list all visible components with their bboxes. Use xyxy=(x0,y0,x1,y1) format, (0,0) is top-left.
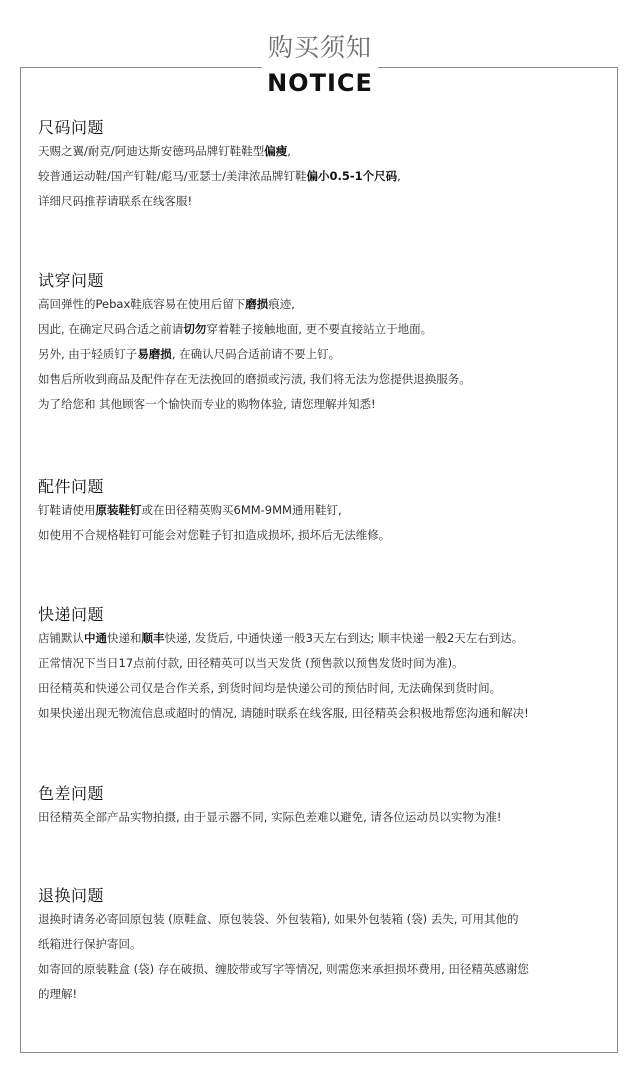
text-line: 因此, 在确定尺码合适之前请切勿穿着鞋子接触地面, 更不要直接站立于地面。 xyxy=(38,322,433,336)
section-heading: 色差问题 xyxy=(38,784,105,803)
text-line: 天赐之翼/耐克/阿迪达斯安德玛品牌钉鞋鞋型偏瘦, xyxy=(38,144,291,158)
text-line: 高回弹性的Pebax鞋底容易在使用后留下磨损痕迹, xyxy=(38,297,295,311)
section-size xyxy=(38,117,613,214)
text-line: 如使用不合规格鞋钉可能会对您鞋子钉扣造成损坏, 损坏后无法维修。 xyxy=(38,528,391,542)
text-line: 另外, 由于轻质钉子易磨损, 在确认尺码合适前请不要上钉。 xyxy=(38,347,341,361)
section-accessories xyxy=(38,476,613,548)
text-line: 正常情况下当日17点前付款, 田径精英可以当天发货 (预售款以预售发货时间为准)。 xyxy=(38,656,464,670)
section-shipping xyxy=(38,604,613,726)
text-line: 详细尺码推荐请联系在线客服! xyxy=(38,194,193,208)
text-line: 如果快递出现无物流信息或超时的情况, 请随时联系在线客服, 田径精英会积极地帮您沟通和解决! xyxy=(38,706,529,720)
text-line: 店铺默认中通快递和顺丰快递, 发货后, 中通快递一般3天左右到达; 顺丰快递一般2天左右到达。 xyxy=(38,631,524,645)
text-line: 退换时请务必寄回原包装 (原鞋盒、原包装袋、外包装箱), 如果外包装箱 (袋) 丢失, 可用其他的 xyxy=(38,912,519,926)
section-heading: 尺码问题 xyxy=(38,118,105,137)
section-heading: 快递问题 xyxy=(38,605,105,624)
text-line: 田径精英全部产品实物拍摄, 由于显示器不同, 实际色差难以避免, 请各位运动员以实物为准! xyxy=(38,810,502,824)
text-line: 田径精英和快递公司仅是合作关系, 到货时间均是快递公司的预估时间, 无法确保到货时间。 xyxy=(38,681,502,695)
text-line: 较普通运动鞋/国产钉鞋/彪马/亚瑟士/美津浓品牌钉鞋偏小0.5-1个尺码, xyxy=(38,169,401,183)
text-line: 如寄回的原装鞋盒 (袋) 存在破损、缠胶带或写字等情况, 则需您来承担损坏费用, 田径精英感谢您 xyxy=(38,962,529,976)
section-color-difference xyxy=(38,783,613,830)
section-heading: 试穿问题 xyxy=(38,271,105,290)
page-title-en: NOTICE xyxy=(267,69,373,97)
text-line: 如售后所收到商品及配件存在无法挽回的磨损或污渍, 我们将无法为您提供退换服务。 xyxy=(38,372,471,386)
section-heading: 退换问题 xyxy=(38,886,105,905)
page-title-cn: 购买须知 xyxy=(267,33,372,62)
section-heading: 配件问题 xyxy=(38,477,105,496)
section-try-on xyxy=(38,270,613,417)
text-line: 钉鞋请使用原装鞋钉或在田径精英购买6MM-9MM通用鞋钉, xyxy=(38,503,342,517)
text-line: 为了给您和 其他顾客一个愉快而专业的购物体验, 请您理解并知悉! xyxy=(38,397,376,411)
section-returns xyxy=(38,885,613,1007)
text-line: 的理解! xyxy=(38,987,78,1001)
text-line: 纸箱进行保护寄回。 xyxy=(38,937,142,951)
